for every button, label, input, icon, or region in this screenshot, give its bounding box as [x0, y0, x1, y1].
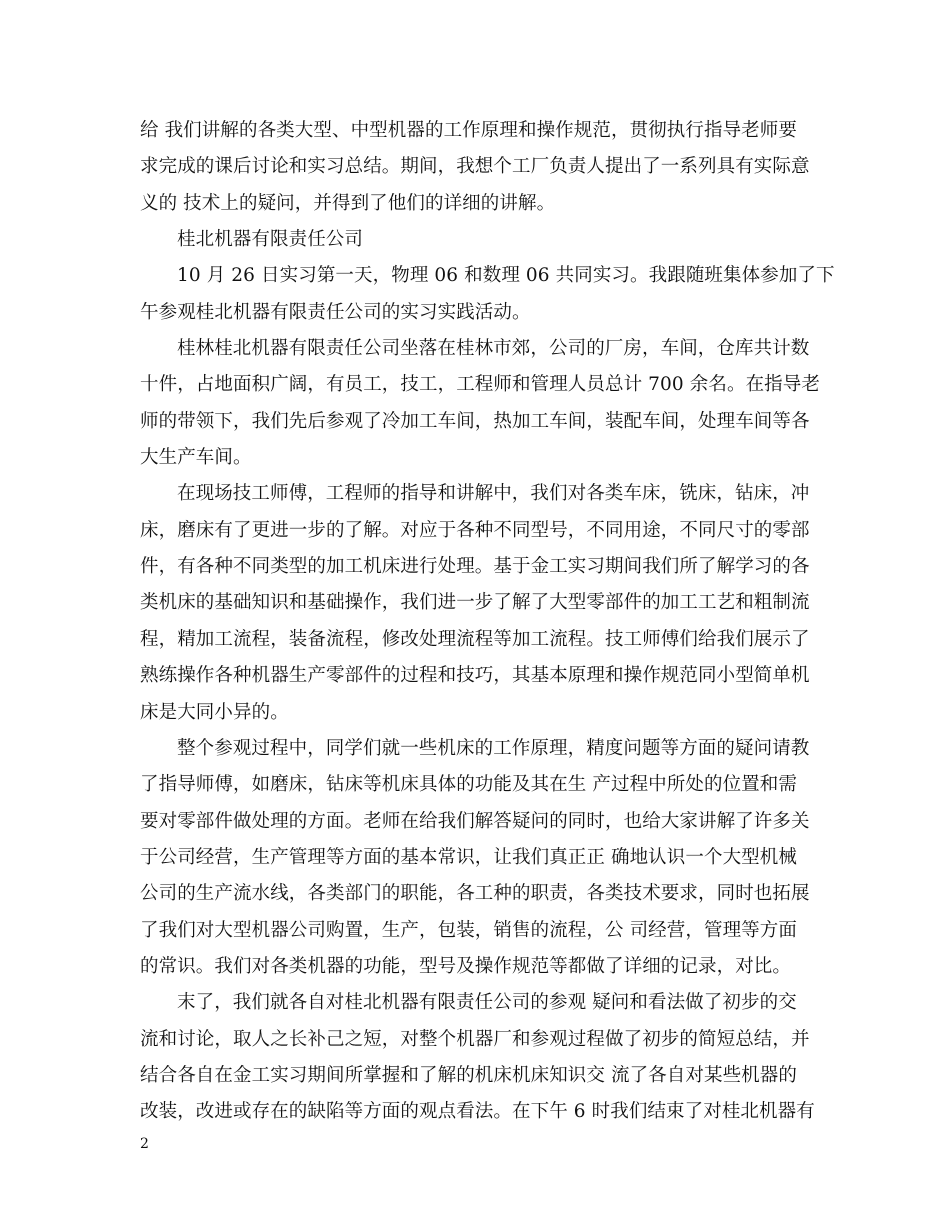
- text-line: 于公司经营，生产管理等方面的基本常识，让我们真正正 确地认识一个大型机械: [140, 846, 797, 868]
- text-line: 流和讨论，取人之长补己之短，对整个机器厂和参观过程做了初步的简短总结，并: [140, 1028, 810, 1050]
- text-line: 的常识。我们对各类机器的功能，型号及操作规范等都做了详细的记录，对比。: [140, 955, 792, 977]
- text-line: 床，磨床有了更进一步的了解。对应于各种不同型号，不同用途，不同尺寸的零部: [140, 519, 810, 541]
- document-body: [140, 113, 835, 1131]
- text-line: 大生产车间。: [140, 447, 252, 469]
- paragraph-first-line: 桂林桂北机器有限责任公司坐落在桂林市郊，公司的厂房，车间，仓库共计数: [177, 338, 810, 360]
- text-line: 了指导师傅，如磨床，钻床等机床具体的功能及其在生 产过程中所处的位置和需: [140, 774, 797, 796]
- text-line: 类机床的基础知识和基础操作，我们进一步了解了大型零部件的加工工艺和粗制流: [140, 592, 810, 614]
- text-line: 程，精加工流程，装备流程，修改处理流程等加工流程。技工师傅们给我们展示了: [140, 628, 810, 650]
- text-line: 公司的生产流水线，各类部门的职能，各工种的职责，各类技术要求，同时也拓展: [140, 883, 810, 905]
- paragraph-first-line: 末了，我们就各自对桂北机器有限责任公司的参观 疑问和看法做了初步的交: [177, 992, 797, 1014]
- page-number: 2: [140, 1136, 149, 1152]
- text-line: 结合各自在金工实习期间所掌握和了解的机床机床知识交 流了各自对某些机器的: [140, 1064, 797, 1086]
- text-line: 义的 技术上的疑问，并得到了他们的详细的讲解。: [140, 192, 556, 214]
- text-line: 十件，占地面积广阔，有员工，技工，工程师和管理人员总计 700 余名。在指导老: [140, 374, 820, 396]
- text-line: 件，有各种不同类型的加工机床进行处理。基于金工实习期间我们所了解学习的各: [140, 556, 810, 578]
- text-line: 熟练操作各种机器生产零部件的过程和技巧，其基本原理和操作规范同小型简单机: [140, 665, 810, 687]
- section-heading: 桂北机器有限责任公司: [177, 229, 364, 251]
- text-line: 床是大同小异的。: [140, 701, 289, 723]
- text-line: 师的带领下，我们先后参观了冷加工车间，热加工车间，装配车间，处理车间等各: [140, 410, 810, 432]
- paragraph-first-line: 在现场技工师傅，工程师的指导和讲解中，我们对各类车床，铣床，钻床，冲: [177, 483, 810, 505]
- text-line: 改装，改进或存在的缺陷等方面的观点看法。在下午 6 时我们结束了对桂北机器有: [140, 1101, 815, 1123]
- text-line: 午参观桂北机器有限责任公司的实习实践活动。: [140, 301, 531, 323]
- paragraph-first-line: 整个参观过程中，同学们就一些机床的工作原理，精度问题等方面的疑问请教: [177, 737, 810, 759]
- text-line: 了我们对大型机器公司购置，生产，包装，销售的流程，公 司经营，管理等方面: [140, 919, 797, 941]
- text-line: 求完成的课后讨论和实习总结。期间，我想个工厂负责人提出了一系列具有实际意: [140, 156, 810, 178]
- text-line: 给 我们讲解的各类大型、中型机器的工作原理和操作规范，贯彻执行指导老师要: [140, 120, 797, 141]
- paragraph-first-line: 10 月 26 日实习第一天，物理 06 和数理 06 共同实习。我跟随班集体参加了下: [177, 265, 835, 287]
- text-line: 要对零部件做处理的方面。老师在给我们解答疑问的同时，也给大家讲解了许多关: [140, 810, 810, 832]
